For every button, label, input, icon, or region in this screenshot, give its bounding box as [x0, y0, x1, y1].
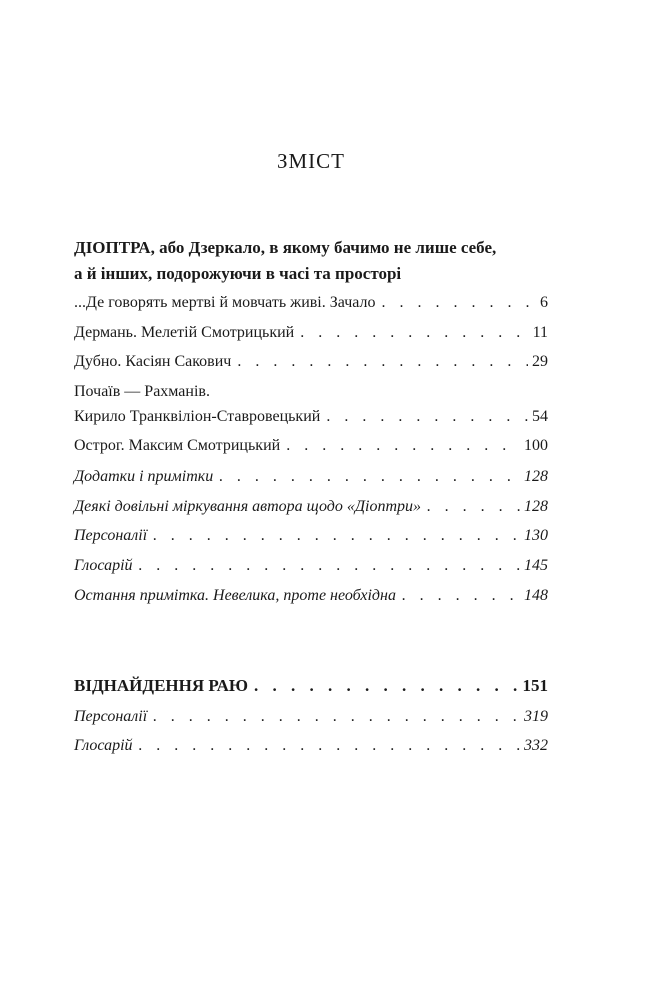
toc-entry[interactable]: [74, 466, 548, 488]
leader-dots: [402, 585, 520, 607]
leader-dots: [254, 675, 518, 697]
toc-entry-page: 11: [532, 324, 548, 341]
toc-entry[interactable]: [74, 585, 548, 607]
toc-entry-title-first-line: Почаїв — Рахманів.: [74, 383, 210, 400]
toc-entry-title: Острог. Максим Смотрицький: [74, 437, 281, 454]
toc-entry-title: Дубно. Касіян Сакович: [74, 353, 232, 370]
toc-entry-title: Дермань. Мелетій Смотрицький: [74, 324, 295, 341]
toc-entry[interactable]: [74, 555, 548, 577]
part1-heading: [74, 235, 548, 287]
toc-entry-title: ...Де говорять мертві й мовчать живі. Зачало: [74, 294, 376, 311]
part1-heading-line2: а й інших, подорожуючи в часі та просторі: [74, 264, 402, 283]
leader-dots: [139, 555, 520, 577]
leader-dots: [382, 292, 537, 314]
toc-entry[interactable]: [74, 406, 548, 428]
toc-title: ЗМІСТ: [276, 149, 346, 173]
toc-entry-title: Кирило Транквіліон-Ставровецький: [74, 408, 321, 425]
toc-entry-page: 128: [524, 498, 548, 515]
toc-entry[interactable]: [74, 735, 548, 757]
part1-heading-line1: ДІОПТРА, або Дзеркало, в якому бачимо не лише себе,: [74, 238, 497, 257]
toc-entry[interactable]: [74, 292, 548, 314]
toc-entry-page: 332: [524, 737, 548, 754]
toc-entry[interactable]: [74, 351, 548, 373]
leader-dots: [139, 735, 520, 757]
leader-dots: [237, 351, 528, 373]
leader-dots: [427, 496, 520, 518]
leader-dots: [153, 706, 520, 728]
leader-dots: [153, 525, 520, 547]
toc-entry-title: Деякі довільні міркування автора щодо «Діоптри»: [74, 498, 421, 515]
leader-dots: [286, 435, 520, 457]
part2-heading-title: ВІДНАЙДЕННЯ РАЮ: [74, 676, 249, 695]
toc-entry-title: Глосарій: [74, 557, 133, 574]
toc-entry[interactable]: [74, 496, 548, 518]
toc-entry-page: 54: [532, 408, 548, 425]
toc-entry-page: 29: [532, 353, 548, 370]
leader-dots: [300, 322, 528, 344]
toc-entry-title: Персоналії: [74, 708, 148, 725]
toc-entry[interactable]: [74, 322, 548, 344]
toc-entry-title: Персоналії: [74, 527, 148, 544]
leader-dots: [219, 466, 520, 488]
part2-heading-page: 151: [522, 676, 548, 695]
toc-entry-title: Остання примітка. Невелика, проте необхідна: [74, 587, 396, 604]
toc-entry[interactable]: [74, 706, 548, 728]
toc-entry[interactable]: [74, 435, 548, 457]
toc-entry-title: Додатки і примітки: [74, 468, 214, 485]
toc-entry-page: 148: [524, 587, 548, 604]
toc-entry-page: 128: [524, 468, 548, 485]
toc-entry-page: 130: [524, 527, 548, 544]
part2-heading[interactable]: [74, 675, 548, 697]
toc-entry-title: Глосарій: [74, 737, 133, 754]
toc-entry-page: 6: [540, 294, 548, 311]
leader-dots: [326, 406, 528, 428]
toc-entry-page: 100: [524, 437, 548, 454]
toc-entry[interactable]: [74, 525, 548, 547]
toc-entry-page: 145: [524, 557, 548, 574]
toc-entry-page: 319: [524, 708, 548, 725]
